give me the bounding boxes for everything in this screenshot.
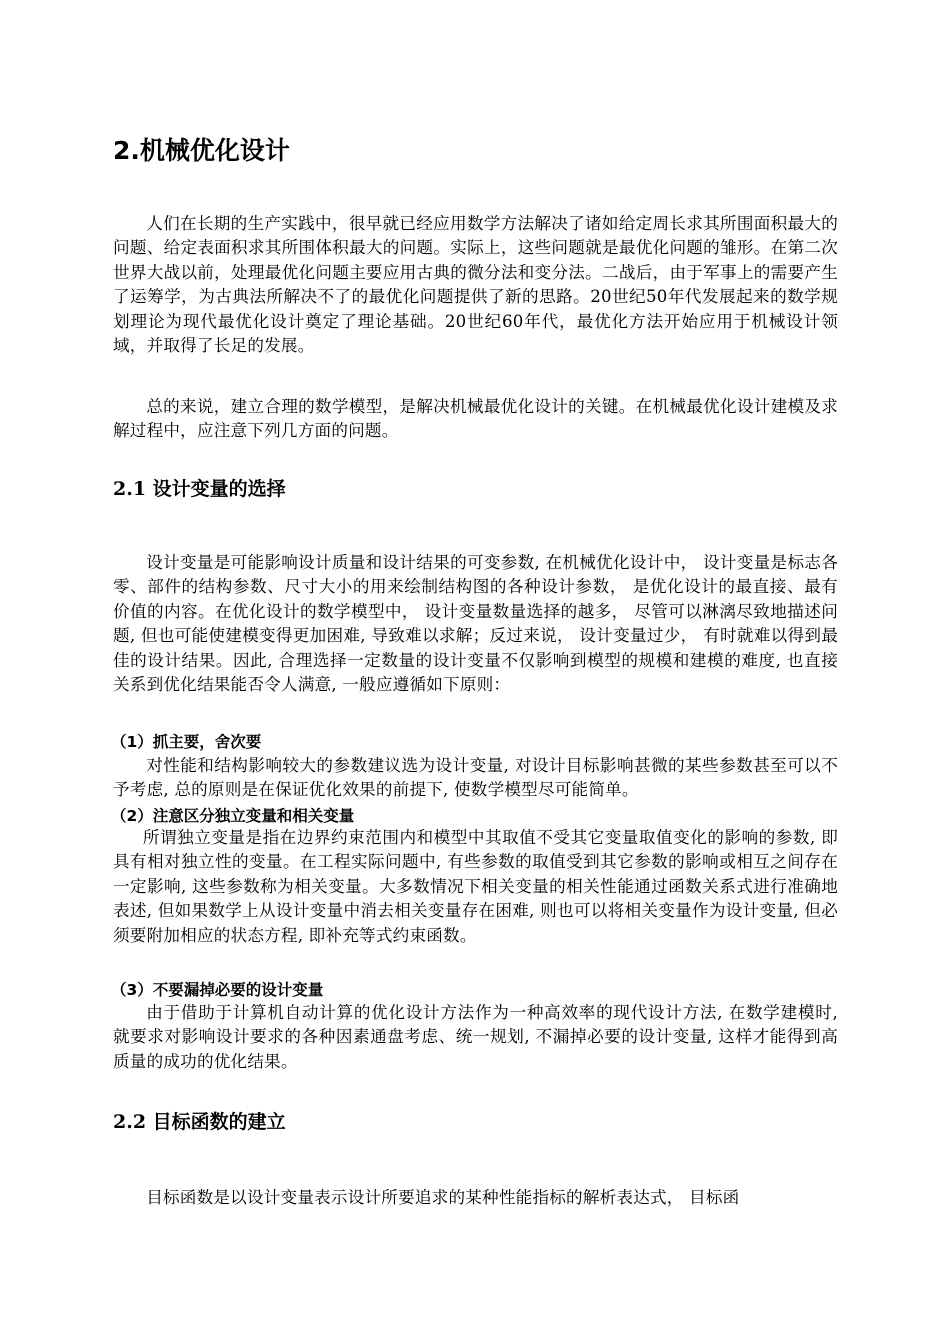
principle-3-text: 由于借助于计算机自动计算的优化设计方法作为一种高效率的现代设计方法, 在数学建模时, 就要求对影响设计要求的各种因素通盘考虑、统一规划, 不漏掉必要的设计变量, 这样才能得到高质量的成功的优化结果。 [113,1003,838,1071]
section-heading-2-1: 2.1 设计变量的选择 [113,478,286,500]
principle-2-text: 所谓独立变量是指在边界约束范围内和模型中其取值不受其它变量取值变化的影响的参数, 即具有相对独立性的变量。在工程实际问题中, 有些参数的取值受到其它参数的影响或相互之间存在一定影响, 这些参数称为相关变量。大多数情况下相关变量的相关性能通过函数关系式进行准确地表述, 但如果数学上从设计变量中消去相关变量存在困难, 则也可以将相关变量作为设计变量, 但必须要附加相应的状态方程, 即补充等式约束函数。 [113,828,838,945]
principle-1-text: 对性能和结构影响较大的参数建议选为设计变量, 对设计目标影响甚微的某些参数甚至可以不予考虑, 总的原则是在保证优化效果的前提下, 使数学模型尽可能简单。 [113,756,838,800]
principle-3-heading: （3）不要漏掉必要的设计变量 [111,981,324,999]
intro-paragraph-2: 总的来说，建立合理的数学模型，是解决机械最优化设计的关键。在机械最优化设计建模及求解过程中，应注意下列几方面的问题。 [113,397,838,441]
principle-1-heading: （1）抓主要，舍次要 [111,733,262,751]
intro-paragraph-1: 人们在长期的生产实践中，很早就已经应用数学方法解决了诸如给定周长求其所围面积最大的问题、给定表面积求其所围体积最大的问题。实际上，这些问题就是最优化问题的雏形。在第二次世界大战以前，处理最优化问题主要应用古典的微分法和变分法。二战后，由于军事上的需要产生了运筹学，为古典法所解决不了的最优化问题提供了新的思路。20世纪50年代发展起来的数学规划理论为现代最优化设计奠定了理论基础。20世纪60年代，最优化方法开始应用于机械设计领域，并取得了长足的发展。 [113,214,838,356]
page-title: 2.机械优化设计 [113,136,290,165]
section-2-2-paragraph: 目标函数是以设计变量表示设计所要追求的某种性能指标的解析表达式， 目标函 [146,1188,740,1207]
section-2-1-paragraph: 设计变量是可能影响设计质量和设计结果的可变参数, 在机械优化设计中， 设计变量是标志各零、部件的结构参数、尺寸大小的用来绘制结构图的各种设计参数， 是优化设计的最直接、最有价值的内容。在优化设计的数学模型中， 设计变量数量选择的越多， 尽管可以淋漓尽致地描述问题, 但也可能使建模变得更加困难, 导致难以求解；反过来说， 设计变量过少， 有时就难以得到最佳的设计结果。因此, 合理选择一定数量的设计变量不仅影响到模型的规模和建模的难度, 也直接关系到优化结果能否令人满意, 一般应遵循如下原则： [113,553,838,695]
section-heading-2-2: 2.2 目标函数的建立 [113,1111,286,1133]
principle-2-heading: （2）注意区分独立变量和相关变量 [111,807,355,825]
